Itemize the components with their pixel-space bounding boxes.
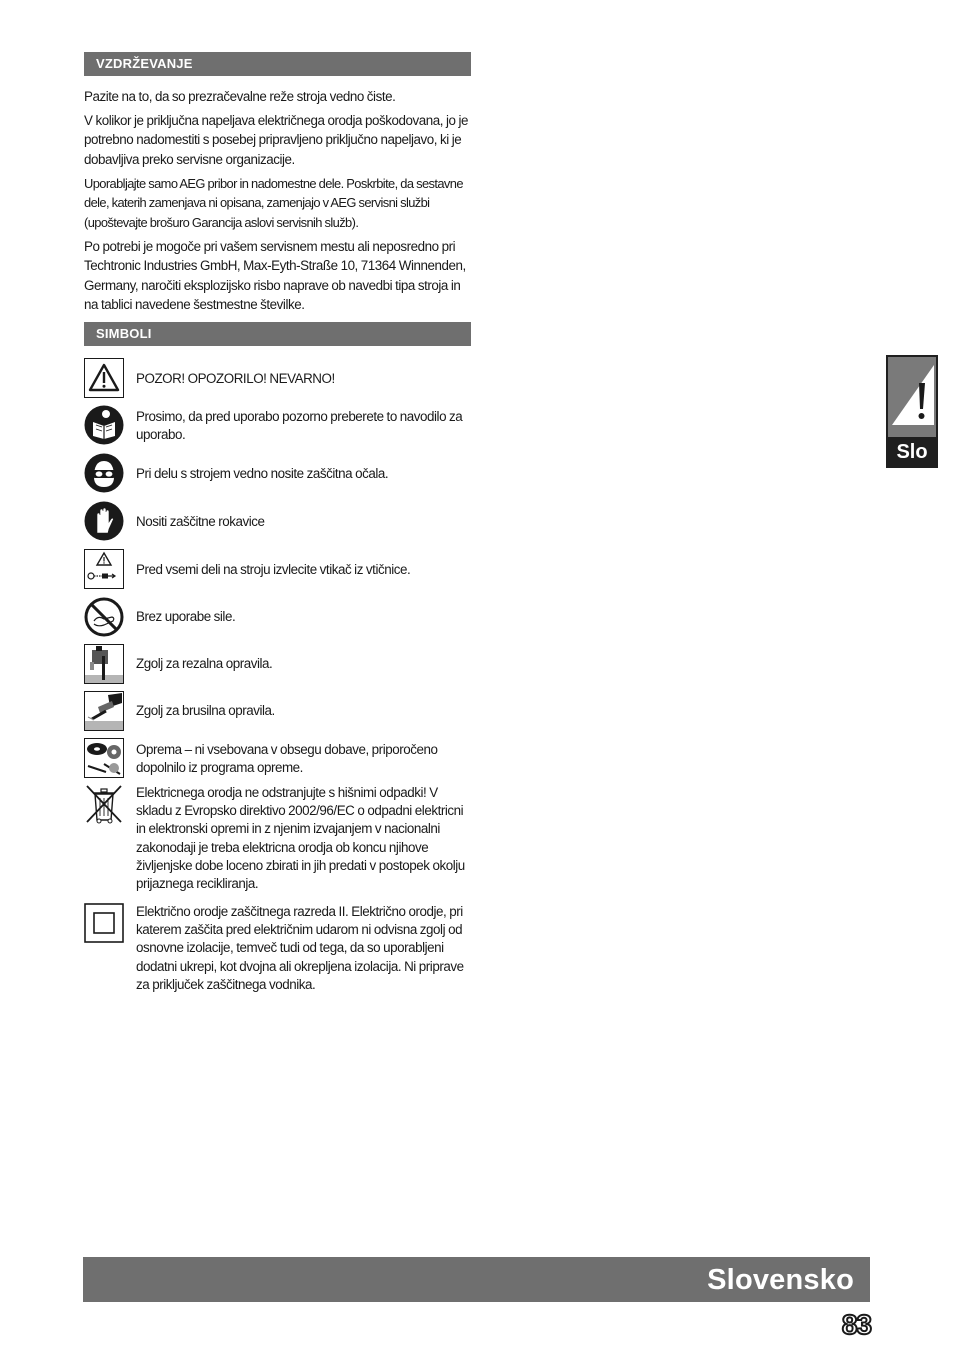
symbol-description: Brez uporabe sile. (136, 609, 236, 624)
symbol-description: Zgolj za brusilna opravila. (136, 703, 275, 718)
section-heading-symbols: SIMBOLI (84, 322, 471, 346)
symbol-description: Oprema – ni vsebovana v obsegu dobave, priporočeno dopolnilo iz programa opreme. (136, 742, 438, 776)
maintenance-paragraph: Uporabljajte samo AEG pribor in nadomestne dele. Poskrbite, da sestavne dele, katerih zamenjava ni opisana, zamenjajo v AEG servisni službi (upoštevajte brošuro Garancija aslovi servisnih služb). (84, 176, 463, 230)
grinding-operation-icon (84, 691, 124, 731)
symbol-description: Elektricnega orodja ne odstranjujte s hišnimi odpadki! V skladu z Evropsko direktivo 2002/96/EC o odpadni elektricni in elektronski opremi in z njenim izvajanjem v nacionalni zakonodaji je treba elektricna orodja ob koncu njihove življenjske dobe loceno zbirati in jih predati v postopek okolju prijaznega recikliranja. (136, 785, 465, 892)
symbol-description: POZOR! OPOZORILO! NEVARNO! (136, 371, 335, 386)
symbol-description: Pred vsemi deli na stroju izvlecite vtikač iz vtičnice. (136, 562, 411, 577)
maintenance-paragraph: V kolikor je priključna napeljava električnega orodja poškodovana, jo je potrebno nadomestiti s posebej pripravljeno priključno napeljavo, ki je dobavljiva preko servisne organizacije. (84, 113, 468, 167)
language-side-tab (886, 355, 938, 468)
footer-language-title: Slovensko (707, 1264, 854, 1296)
warning-triangle-icon (888, 357, 936, 437)
weee-bin-icon (84, 784, 124, 824)
symbol-description: Prosimo, da pred uporabo pozorno preberete to navodilo za uporabo. (136, 409, 463, 443)
symbol-description: Električno orodje zaščitnega razreda II. Električno orodje, pri katerem zaščita pred električnim udarom ni odvisna zgolj od osnovne izolacije, temveč tudi od tega, da so uporabljeni dodatni ukrepi, kot dvojna ali okrepljena izolacija. Ni pripravе za priključek zaščitnega vodnika. (136, 904, 464, 992)
symbol-description: Zgolj za rezalna opravila. (136, 656, 273, 671)
section-heading-maintenance: VZDRŽEVANJE (84, 52, 471, 76)
read-manual-icon (84, 405, 124, 445)
safety-goggles-icon (84, 453, 124, 493)
footer-language-bar (83, 1257, 870, 1302)
safety-gloves-icon (84, 501, 124, 541)
maintenance-paragraph: Po potrebi je mogoče pri vašem servisnem mestu ali neposredno pri Techtronic Industries GmbH, Max-Eyth-Straße 10, 71364 Winnenden, Germany, naročiti eksplozijsko risbo naprave ob navedbi tipa stroja in na tablici navedene šestmestne številke. (84, 239, 466, 313)
maintenance-paragraph: Pazite na to, da so prezračevalne reže stroja vedno čiste. (84, 89, 396, 104)
symbol-description: Nositi zaščitne rokavice (136, 514, 265, 529)
cutting-operation-icon (84, 644, 124, 684)
unplug-icon (84, 549, 124, 589)
class-ii-icon (84, 903, 124, 943)
symbol-description: Pri delu s strojem vedno nosite zaščitna očala. (136, 466, 389, 481)
language-tab-label: Slo (896, 441, 928, 463)
page-number: 83 (841, 1309, 871, 1340)
no-force-icon (84, 597, 124, 637)
accessory-icon (84, 738, 124, 778)
warning-triangle-icon (84, 358, 124, 398)
